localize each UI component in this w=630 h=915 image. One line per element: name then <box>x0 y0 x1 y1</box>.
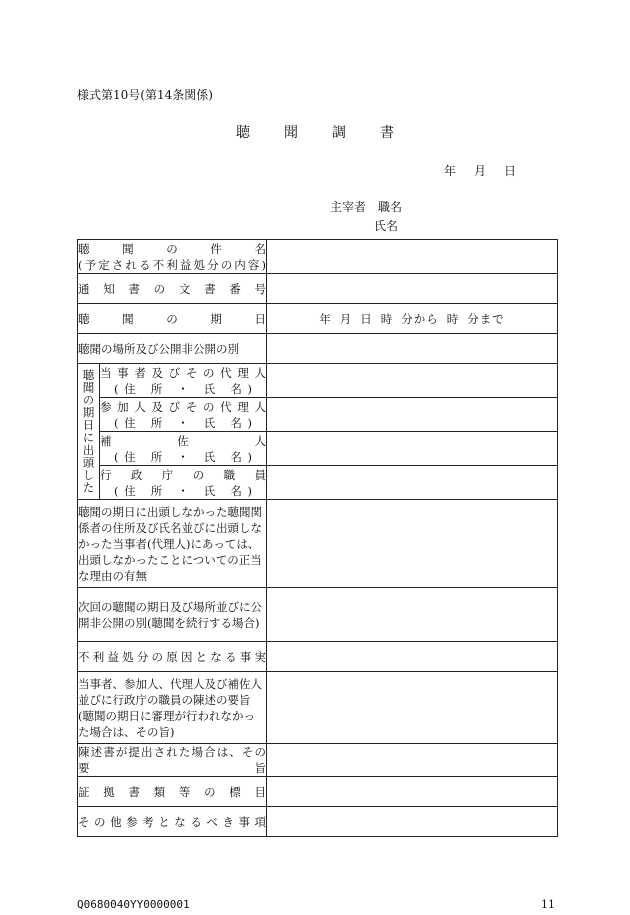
notice-number-value[interactable] <box>267 274 558 304</box>
evidence-text: 証 拠 書 類 等 の 標 目 <box>78 784 267 799</box>
row-other-reference <box>78 807 558 837</box>
absent-reason-text: 聴聞の期日に出頭しなかった聴聞関係者の住所及び氏名並びに出頭しなかった当事者(代理人)にあっては、出頭しなかったことについての正当な理由の有無 <box>78 504 262 583</box>
row-appeared-party <box>78 364 558 398</box>
hd-minute-to: 分まで <box>467 311 505 326</box>
written-statement-value[interactable] <box>267 744 558 777</box>
title-char: 聞 <box>284 125 298 141</box>
appeared-participant-line2: (住 所 ・ 氏 名) <box>114 415 253 430</box>
cause-facts-label <box>78 642 267 672</box>
appeared-participant-line1: 参加人及びその代理人 <box>100 399 267 414</box>
appeared-party-label <box>100 364 267 398</box>
row-appeared-assistant <box>78 432 558 466</box>
form-number: 様式第10号(第14条関係) <box>77 88 213 102</box>
appeared-participant-label <box>100 398 267 432</box>
notice-number-label <box>78 274 267 304</box>
appeared-assistant-label <box>100 432 267 466</box>
date-month: 月 <box>474 164 487 178</box>
appeared-group-text: 聴聞の期日に出頭した <box>81 369 96 494</box>
row-notice-number <box>78 274 558 304</box>
footer-code: Q0680040YY0000001 <box>77 898 190 911</box>
appeared-official-line1: 行 政 庁 の 職 員 <box>100 467 267 482</box>
hearing-date-text: 聴 聞 の 期 日 <box>78 311 267 326</box>
appeared-party-value[interactable] <box>267 364 558 398</box>
evidence-label <box>78 777 267 807</box>
hd-minute-from: 分から <box>401 311 439 326</box>
title-char: 調 <box>332 125 346 141</box>
other-reference-value[interactable] <box>267 807 558 837</box>
next-hearing-label <box>78 588 267 642</box>
hearing-date-label <box>78 304 267 334</box>
place-public-text: 聴聞の場所及び公開非公開の別 <box>78 341 239 356</box>
presider-name-label: 氏名 <box>374 219 399 233</box>
appeared-official-value[interactable] <box>267 466 558 500</box>
row-evidence <box>78 777 558 807</box>
appeared-participant-value[interactable] <box>267 398 558 432</box>
date-year: 年 <box>444 164 457 178</box>
hd-hour-to: 時 <box>446 311 460 326</box>
statements-text: 当事者、参加人、代理人及び補佐人並びに行政庁の職員の陳述の要旨(聴聞の期日に審理が行われなかった場合は、その旨) <box>78 676 262 739</box>
subject-label-line1: 聴 聞 の 件 名 <box>78 241 267 256</box>
appeared-assistant-line1: 補 佐 人 <box>100 433 267 448</box>
title-char: 聴 <box>236 125 250 141</box>
date-day: 日 <box>504 164 517 178</box>
row-subject <box>78 240 558 274</box>
hearing-date-value[interactable] <box>267 304 558 334</box>
subject-label-line2: (予定される不利益処分の内容) <box>78 257 267 272</box>
next-hearing-text: 次回の聴聞の期日及び場所並びに公開非公開の別(聴聞を続行する場合) <box>78 599 262 630</box>
notice-number-text: 通 知 書 の 文 書 番 号 <box>78 281 267 296</box>
row-appeared-participant <box>78 398 558 432</box>
subject-label <box>78 240 267 274</box>
row-next-hearing <box>78 588 558 642</box>
row-appeared-official <box>78 466 558 500</box>
presider-title-label: 主宰者 職名 <box>330 200 403 214</box>
date-line <box>444 162 534 179</box>
appeared-official-line2: (住 所 ・ 氏 名) <box>114 483 253 498</box>
appeared-assistant-value[interactable] <box>267 432 558 466</box>
hd-hour: 時 <box>380 311 394 326</box>
absent-reason-value[interactable] <box>267 500 558 588</box>
other-reference-label <box>78 807 267 837</box>
written-statement-label <box>78 744 267 777</box>
appeared-party-line2: (住 所 ・ 氏 名) <box>114 381 253 396</box>
statements-value[interactable] <box>267 672 558 744</box>
written-statement-line2 <box>78 760 266 776</box>
appeared-official-label <box>100 466 267 500</box>
evidence-value[interactable] <box>267 777 558 807</box>
written-statement-line2-right: 旨 <box>254 761 267 775</box>
hd-month: 月 <box>339 311 353 326</box>
other-reference-text: その他参考となるべき事項 <box>78 814 267 829</box>
hearing-record-table <box>77 239 558 837</box>
appeared-group-label <box>78 364 100 500</box>
row-cause-facts <box>78 642 558 672</box>
appeared-party-line1: 当事者及びその代理人 <box>100 365 267 380</box>
hd-year: 年 <box>319 311 332 326</box>
absent-reason-label <box>78 500 267 588</box>
statements-label <box>78 672 267 744</box>
subject-value[interactable] <box>267 240 558 274</box>
row-hearing-date <box>78 304 558 334</box>
hd-day: 日 <box>360 311 373 326</box>
row-place-public <box>78 334 558 364</box>
row-absent-reason <box>78 500 558 588</box>
written-statement-line1: 陳述書が提出された場合は、その <box>78 745 267 759</box>
appeared-assistant-line2: (住 所 ・ 氏 名) <box>114 449 253 464</box>
place-public-label <box>78 334 267 364</box>
document-title <box>0 122 630 142</box>
row-written-statement <box>78 744 558 777</box>
place-public-value[interactable] <box>267 334 558 364</box>
page-number: 11 <box>541 898 555 911</box>
title-char: 書 <box>380 125 394 141</box>
cause-facts-value[interactable] <box>267 642 558 672</box>
cause-facts-text: 不利益処分の原因となる事実 <box>78 649 267 664</box>
row-statements <box>78 672 558 744</box>
next-hearing-value[interactable] <box>267 588 558 642</box>
written-statement-line2-left: 要 <box>78 761 90 775</box>
